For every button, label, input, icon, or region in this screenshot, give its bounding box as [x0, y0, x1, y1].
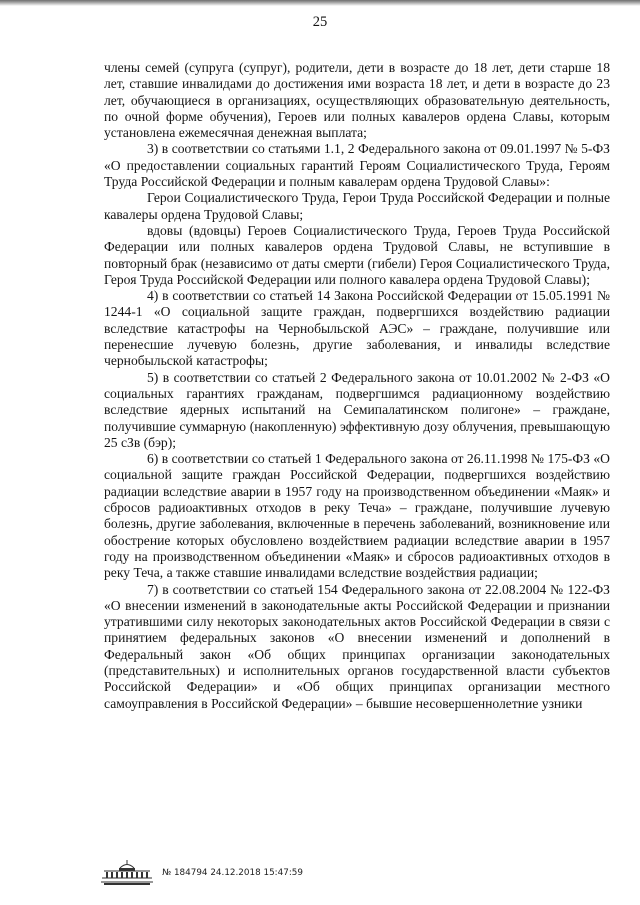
paragraph-item-5: 5) в соответствии со статьей 2 Федерального закона от 10.01.2002 № 2-ФЗ «О социальных гарантиях гражданам, подвергшимся радиационному воздействию вследствие ядерных испытаний на Семипалатинском полигоне» – граждане, получившие суммарную (накопленную) эффективную дозу облучения, превышающую 25 сЗв (бэр);	[104, 369, 610, 450]
document-footer	[98, 858, 578, 886]
paragraph-family-members: члены семей (супруга (супруг), родители, дети в возрасте до 18 лет, дети старше 18 лет, ставшие инвалидами до достижения ими возраста 18 лет, и дети в возрасте до 23 лет, обучающиеся в организациях, осуществляющих образовательную деятельность, по очной форме обучения), Героев или полных кавалеров ордена Славы, которым установлена ежемесячная денежная выплата;	[104, 60, 610, 141]
paragraph-item-6: 6) в соответствии со статьей 1 Федерального закона от 26.11.1998 № 175-ФЗ «О социальной защите граждан Российской Федерации, подвергшихся воздействию радиации вследствие аварии в 1957 году на производственном объединении «Маяк» и сбросов радиоактивных отходов в реку Теча» – граждане, получившие лучевую болезнь, другие заболевания, включенные в перечень заболеваний, возникновение или обострение которых обусловлено воздействием радиации вследствие аварии в 1957 году на производственном объединении «Маяк» и сбросов радиоактивных отходов в реку Теча, а также ставшие инвалидами вследствие воздействия радиации;	[104, 451, 610, 581]
paragraph-item-3: 3) в соответствии со статьями 1.1, 2 Федерального закона от 09.01.1997 № 5-ФЗ «О предоставлении социальных гарантий Героям Социалистического Труда, Героям Труда Российской Федерации и полным кавалерам ордена Трудовой Славы»:	[104, 141, 610, 190]
paragraph-item-4: 4) в соответствии со статьей 14 Закона Российской Федерации от 15.05.1991 № 1244-1 «О социальной защите граждан, подвергшихся воздействию радиации вследствие катастрофы на Чернобыльской АЭС» – граждане, получившие или перенесшие лучевую болезнь, другие заболевания, и инвалиды вследствие чернобыльской катастрофы;	[104, 288, 610, 369]
paragraph-widows: вдовы (вдовцы) Героев Социалистического Труда, Героев Труда Российской Федерации или полных кавалеров ордена Трудовой Славы, не вступившие в повторный брак (независимо от даты смерти (гибели) Героя Социалистического Труда, Героя Труда Российской Федерации или полного кавалера ордена Трудовой Славы);	[104, 222, 610, 287]
page-number: 25	[312, 14, 328, 30]
document-registration-stamp: № 184794 24.12.2018 15:47:59	[162, 868, 303, 878]
document-body	[104, 60, 610, 712]
paragraph-item-7: 7) в соответствии со статьей 154 Федерального закона от 22.08.2004 № 122-ФЗ «О внесении изменений в законодательные акты Российской Федерации и признании утратившими силу некоторых законодательных актов Российской Федерации в связи с принятием федеральных законов «О внесении изменений и дополнений в Федеральный закон «Об общих принципах организации законодательных (представительных) и исполнительных органов государственной власти субъектов Российской Федерации» и «Об общих принципах организации местного самоуправления в Российской Федерации» – бывшие несовершеннолетние узники	[104, 581, 610, 711]
scan-edge	[0, 0, 640, 6]
government-building-logo-icon	[98, 858, 156, 886]
paragraph-heroes-of-labor: Герои Социалистического Труда, Герои Труда Российской Федерации и полные кавалеры ордена Трудовой Славы;	[104, 190, 610, 222]
